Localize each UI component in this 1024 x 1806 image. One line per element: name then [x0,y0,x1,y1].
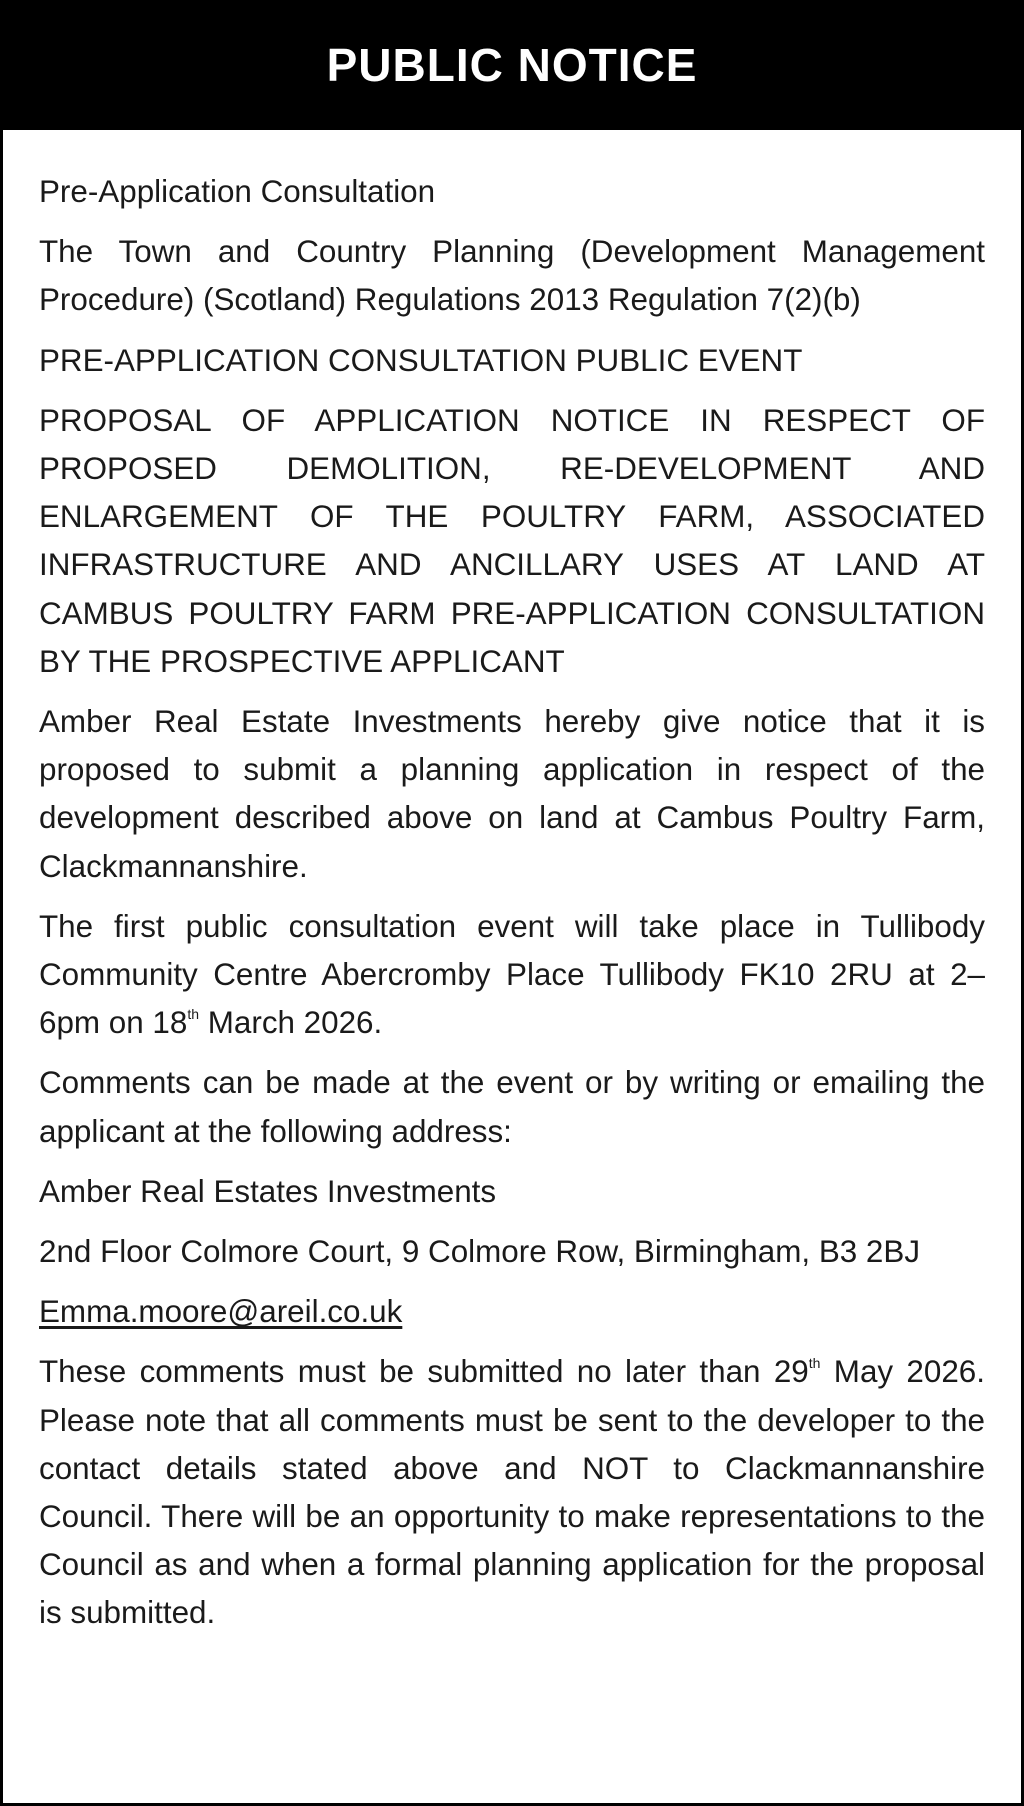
deadline-text [39,1348,985,1637]
deadline-date-suffix: th [808,1355,821,1372]
event-title: PRE-APPLICATION CONSULTATION PUBLIC EVENT [39,342,803,378]
notice-body [3,130,1021,1638]
postal-address: 2nd Floor Colmore Court, 9 Colmore Row, Birmingham, B3 2BJ [39,1234,921,1270]
event-details-text-end: March 2026. [199,1005,383,1041]
event-details [39,903,985,1048]
event-date-suffix: th [187,1006,200,1023]
deadline-text-start: These comments must be submitted no later than 29 [39,1354,809,1390]
notice-title: PUBLIC NOTICE [326,39,698,91]
proposal-text: PROPOSAL OF APPLICATION NOTICE IN RESPECT OF PROPOSED DEMOLITION, RE-DEVELOPMENT AND ENLARGEMENT OF THE POULTRY FARM, ASSOCIATED INFRASTRUCTURE AND ANCILLARY USES AT LAND AT CAMBUS POULTRY FARM PRE-APPLICATION CONSULTATION BY THE PROSPECTIVE APPLICANT [39,402,985,679]
email-line [39,1288,985,1336]
deadline-text-end: May 2026. Please note that all comments must be sent to the developer to the contact details stated above and NOT to Clackmannanshire Council. There will be an opportunity to make representations to the Council as and when a formal planning application for the proposal is submitted. [39,1354,985,1631]
notice-banner [3,0,1021,130]
comments-text: Comments can be made at the event or by writing or emailing the applicant at the following address: [39,1065,985,1149]
regulation-text: The Town and Country Planning (Development Management Procedure) (Scotland) Regulations 2013 Regulation 7(2)(b) [39,234,985,318]
company-name: Amber Real Estates Investments [39,1173,497,1209]
intro-text: Amber Real Estate Investments hereby give notice that it is proposed to submit a planning application in respect of the development described above on land at Cambus Poultry Farm, Clackmannanshire. [39,704,985,884]
email-link[interactable]: Emma.moore@areil.co.uk [39,1294,403,1330]
notice-heading: Pre-Application Consultation [39,174,436,209]
event-details-text: The first public consultation event will take place in Tullibody Community Centre Abercromby Place Tullibody FK10 2RU at 2– 6pm on 18 [39,908,985,1041]
